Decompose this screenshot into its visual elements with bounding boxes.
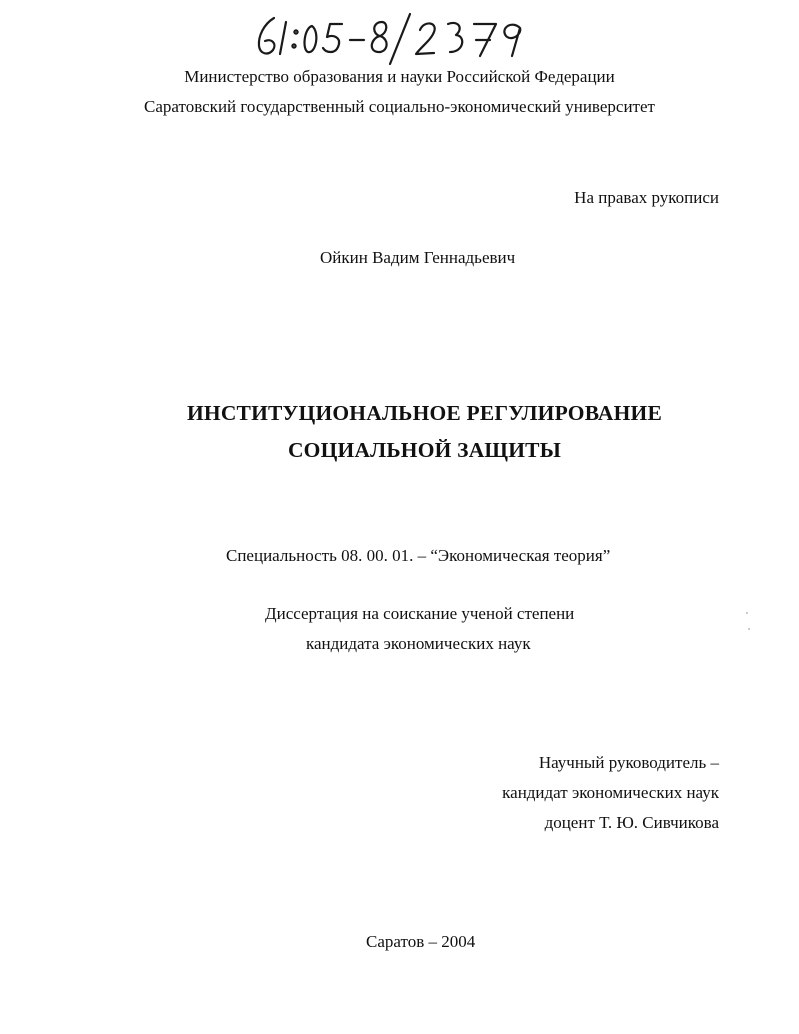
supervisor-name: доцент Т. Ю. Сивчикова [544,813,719,832]
handwritten-archive-code [250,10,540,66]
scan-speck [748,628,750,630]
title-line-2: СОЦИАЛЬНОЙ ЗАЩИТЫ [287,438,562,462]
ministry-line: Министерство образования и науки Российской Федерации [184,67,615,86]
university-line: Саратовский государственный социально-экономический университет [144,97,655,116]
degree-line-2: кандидата экономических наук [306,634,531,653]
scan-speck [746,612,748,614]
handwritten-archive-code-drawing [250,10,540,66]
author-name: Ойкин Вадим Геннадьевич [320,248,516,267]
supervisor-degree: кандидат экономических наук [502,783,719,802]
supervisor-title: Научный руководитель – [538,753,719,772]
manuscript-note: На правах рукописи [574,188,719,207]
specialty-line: Специальность 08. 00. 01. – “Экономическая теория” [226,546,611,565]
degree-line-1: Диссертация на соискание ученой степени [265,604,575,623]
title-line-1: ИНСТИТУЦИОНАЛЬНОЕ РЕГУЛИРОВАНИЕ [186,401,663,425]
city-year: Саратов – 2004 [366,932,476,951]
